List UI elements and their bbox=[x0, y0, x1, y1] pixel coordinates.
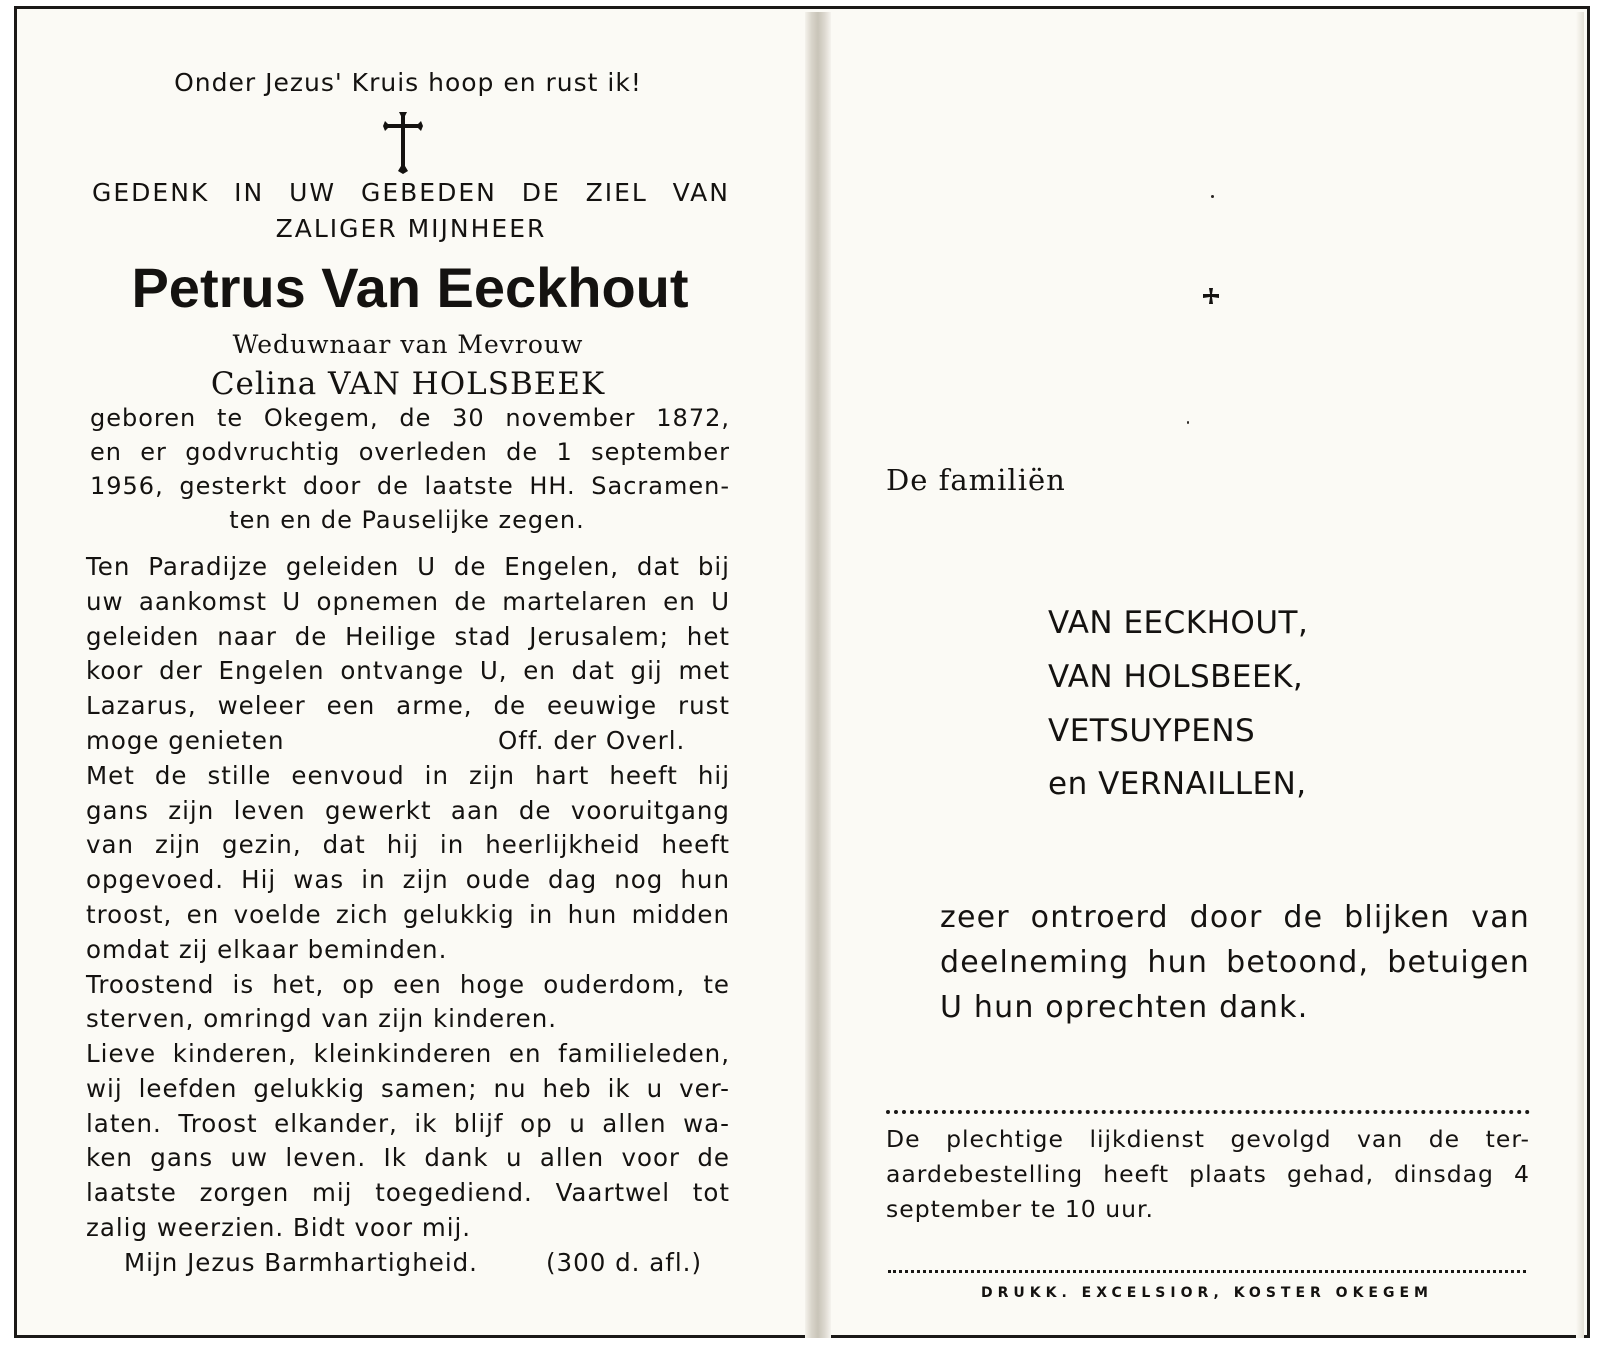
ink-speck bbox=[1187, 421, 1189, 424]
prayer-line: uw aankomst U opnemen de martelaren en U bbox=[86, 587, 730, 616]
spouse-name: Celina VAN HOLSBEEK bbox=[210, 366, 606, 402]
prayer-line: moge genieten bbox=[86, 726, 285, 755]
small-cross-icon bbox=[1203, 288, 1219, 304]
family-name: VETSUYPENS bbox=[1048, 713, 1256, 749]
life-line: troost, en voelde zich gelukkig in hun midden bbox=[86, 900, 730, 929]
card-edge bbox=[1576, 12, 1584, 1338]
thanks-line: deelneming hun betoond, betuigen bbox=[940, 945, 1530, 980]
funeral-line: De plechtige lijkdienst gevolgd van de ter- bbox=[886, 1125, 1530, 1153]
prayer-line: Lazarus, weleer een arme, de eeuwige rust bbox=[86, 691, 730, 720]
farewell-line: wij leefden gelukkig samen; nu heb ik u ver- bbox=[86, 1074, 730, 1103]
life-line: Met de stille eenvoud in zijn hart heeft hij bbox=[86, 761, 730, 790]
life-line: omdat zij elkaar beminden. bbox=[86, 935, 448, 964]
birth-death-line: 1956, gesterkt door de laatste HH. Sacramen- bbox=[90, 472, 730, 500]
life-line: gans zijn leven gewerkt aan de vooruitgang bbox=[86, 796, 730, 825]
farewell-line: ken gans uw leven. Ik dank u allen voor de bbox=[86, 1143, 730, 1172]
indulgence-note: (300 d. afl.) bbox=[546, 1248, 703, 1277]
family-name: VAN HOLSBEEK, bbox=[1048, 659, 1304, 695]
funeral-line: september te 10 uur. bbox=[886, 1195, 1154, 1223]
funeral-line: aardebestelling heeft plaats gehad, dinsdag 4 bbox=[886, 1160, 1530, 1188]
motto: Onder Jezus' Kruis hoop en rust ik! bbox=[174, 68, 642, 97]
prayer-line: koor der Engelen ontvange U, en dat gij met bbox=[86, 656, 730, 685]
prayer-line: Ten Paradijze geleiden U de Engelen, dat bij bbox=[86, 552, 730, 581]
farewell-line: laten. Troost elkander, ik blijf op u allen wa- bbox=[86, 1109, 730, 1138]
thanks-line: U hun oprechten dank. bbox=[940, 990, 1309, 1025]
comfort-line: Troostend is het, op een hoge ouderdom, te bbox=[86, 970, 730, 999]
deceased-name: Petrus Van Eeckhout bbox=[131, 256, 689, 319]
life-line: van zijn gezin, dat hij in heerlijkheid heeft bbox=[86, 830, 730, 859]
widower-line: Weduwnaar van Mevrouw bbox=[232, 330, 584, 359]
families-label: De familiën bbox=[886, 463, 1066, 497]
farewell-line: laatste zorgen mij toegediend. Vaartwel tot bbox=[86, 1178, 730, 1207]
remember-line-1: GEDENK IN UW GEBEDEN DE ZIEL VAN bbox=[92, 178, 730, 207]
birth-death-line: en er godvruchtig overleden de 1 september bbox=[90, 438, 730, 466]
farewell-line: zalig weerzien. Bidt voor mij. bbox=[86, 1213, 472, 1242]
comfort-line: sterven, omringd van zijn kinderen. bbox=[86, 1004, 558, 1033]
remember-line-2: ZALIGER MIJNHEER bbox=[275, 214, 547, 243]
birth-death-line: ten en de Pauselijke zegen. bbox=[229, 506, 585, 534]
birth-death-line: geboren te Okegem, de 30 november 1872, bbox=[90, 404, 730, 432]
dotted-divider bbox=[888, 1270, 1526, 1273]
prayer-line: geleiden naar de Heilige stad Jerusalem; het bbox=[86, 622, 730, 651]
farewell-line: Lieve kinderen, kleinkinderen en familieleden, bbox=[86, 1039, 730, 1068]
printer-imprint: DRUKK. EXCELSIOR, KOSTER OKEGEM bbox=[981, 1285, 1433, 1301]
ink-speck bbox=[1211, 195, 1214, 198]
family-name: en VERNAILLEN, bbox=[1048, 766, 1307, 802]
life-line: opgevoed. Hij was in zijn oude dag nog hun bbox=[86, 865, 730, 894]
cross-icon bbox=[378, 110, 428, 174]
indulgence-prayer: Mijn Jezus Barmhartigheid. bbox=[124, 1248, 478, 1277]
center-fold bbox=[805, 12, 831, 1338]
family-name: VAN EECKHOUT, bbox=[1048, 605, 1309, 641]
prayer-source: Off. der Overl. bbox=[498, 726, 686, 755]
dotted-divider bbox=[886, 1110, 1530, 1114]
thanks-line: zeer ontroerd door de blijken van bbox=[940, 900, 1530, 935]
